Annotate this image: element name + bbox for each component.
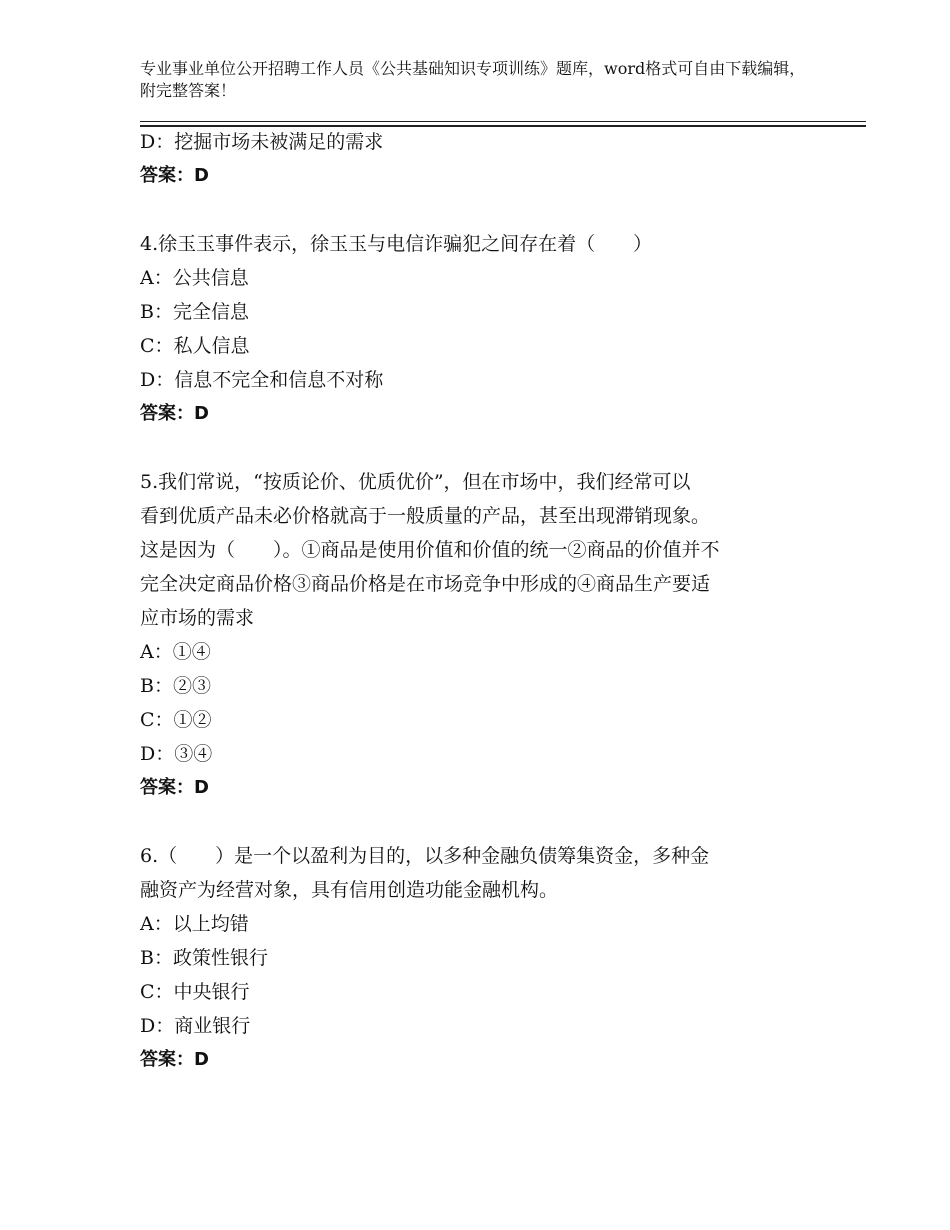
option-d: D：信息不完全和信息不对称 [140, 369, 384, 391]
option-d: D：商业银行 [140, 1015, 251, 1037]
option-b: B：②③ [140, 675, 211, 697]
question-6 [140, 839, 840, 1077]
option-a: A：①④ [140, 641, 211, 663]
question-text: 4.徐玉玉事件表示，徐玉玉与电信诈骗犯之间存在着（ ） [140, 233, 653, 255]
question-text-line: 6.（ ）是一个以盈利为目的，以多种金融负债筹集资金，多种金 [140, 845, 710, 867]
option-a: A：以上均错 [140, 913, 249, 935]
page-header: 专业事业单位公开招聘工作人员《公共基础知识专项训练》题库，word格式可自由下载编辑，附完整答案！ [140, 59, 806, 100]
question-text-line: 这是因为（ ）。①商品是使用价值和价值的统一②商品的价值并不 [140, 539, 720, 561]
question-text-line: 融资产为经营对象，具有信用创造功能金融机构。 [140, 879, 559, 901]
question-content [140, 125, 840, 1077]
answer: 答案：D [140, 403, 209, 424]
option-c: C：①② [140, 709, 212, 731]
answer: 答案：D [140, 1049, 209, 1070]
question-4 [140, 227, 840, 431]
header-rule-thin [140, 121, 866, 122]
option-a: A：公共信息 [140, 267, 249, 289]
question-text-line: 应市场的需求 [140, 607, 255, 629]
previous-question-tail [140, 125, 840, 193]
option-d: D：③④ [140, 743, 213, 765]
question-5 [140, 465, 840, 805]
question-text-line: 5.我们常说，“按质论价、优质优价”，但在市场中，我们经常可以 [140, 471, 691, 493]
option-c: C：私人信息 [140, 335, 250, 357]
option-c: C：中央银行 [140, 981, 250, 1003]
answer: 答案：D [140, 777, 209, 798]
question-text-line: 完全决定商品价格③商品价格是在市场竞争中形成的④商品生产要适 [140, 573, 711, 595]
option-b: B：政策性银行 [140, 947, 268, 969]
answer: 答案：D [140, 165, 209, 186]
option-d: D：挖掘市场未被满足的需求 [140, 131, 384, 153]
question-text-line: 看到优质产品未必价格就高于一般质量的产品，甚至出现滞销现象。 [140, 505, 711, 527]
option-b: B：完全信息 [140, 301, 249, 323]
